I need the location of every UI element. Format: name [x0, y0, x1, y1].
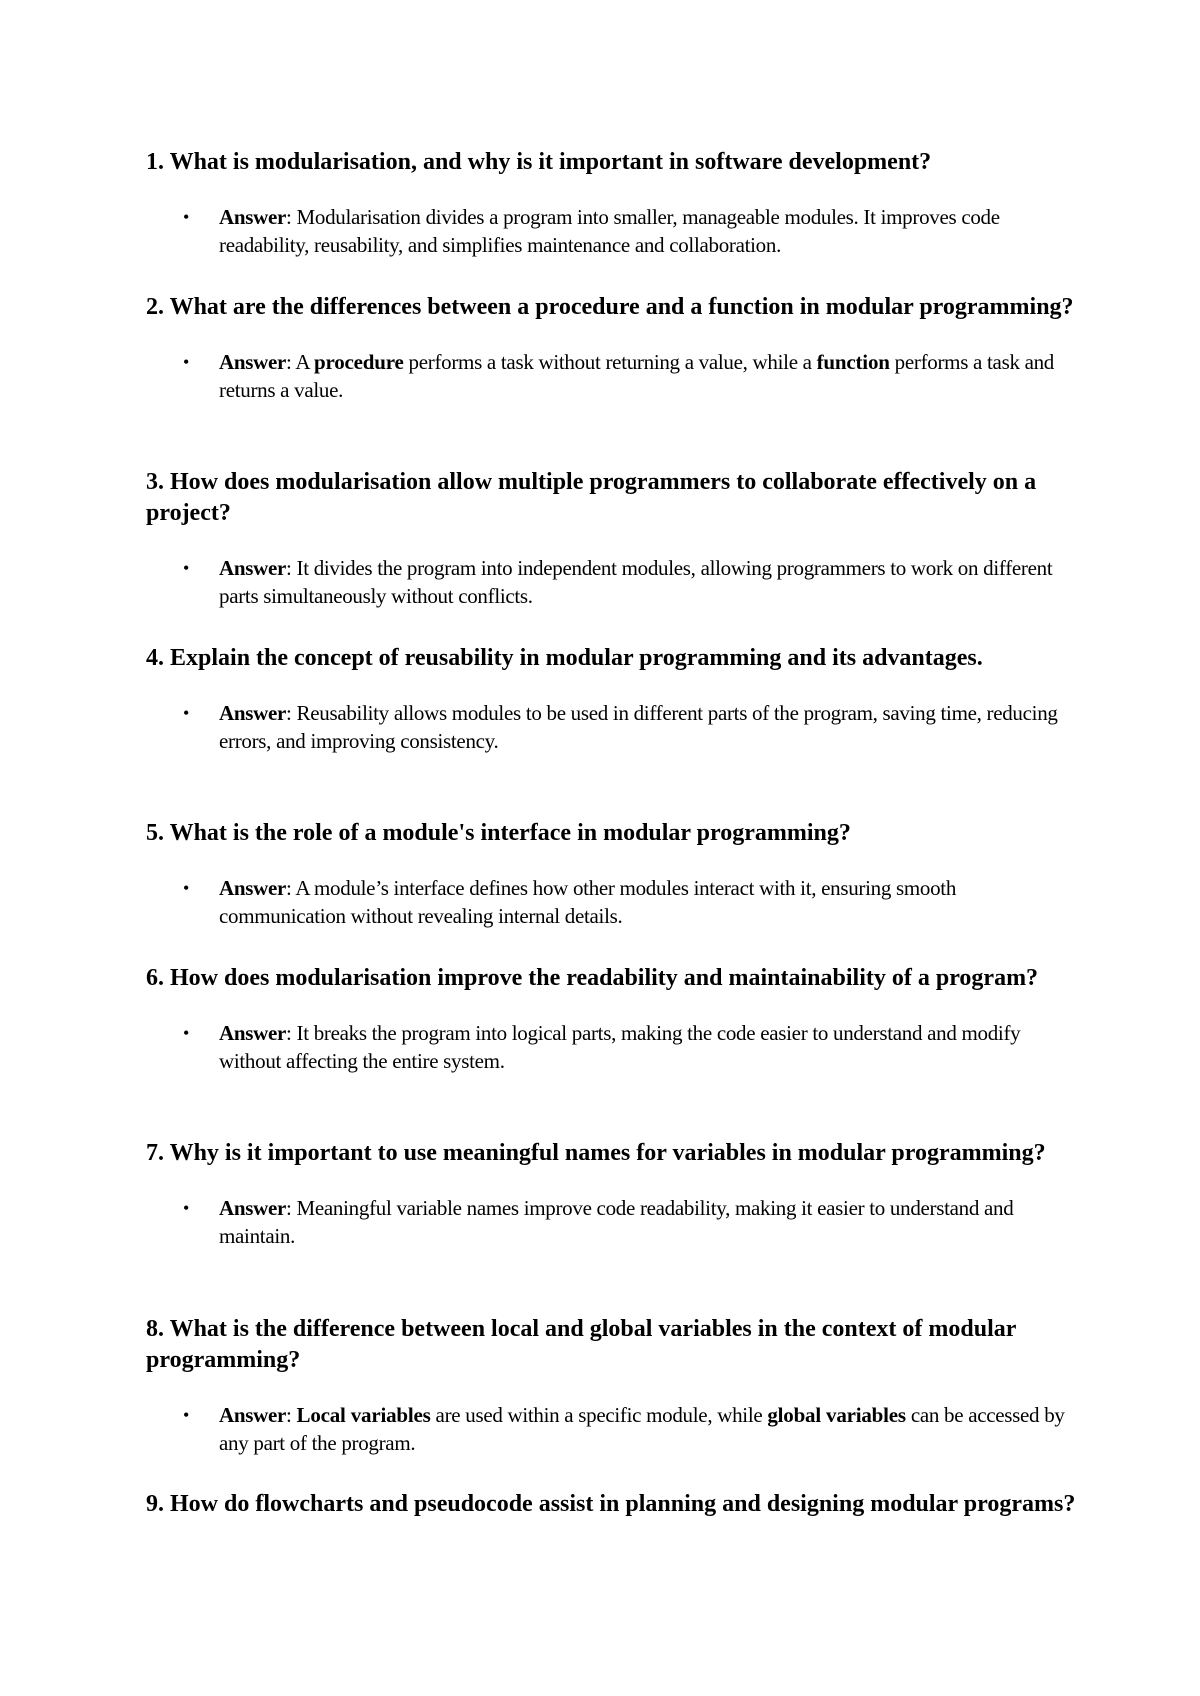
- answer-text: performs a task and returns a value.: [219, 350, 1055, 402]
- keyword-global-variables: global variables: [767, 1403, 906, 1427]
- answer-text: : A: [286, 350, 315, 374]
- bullet-icon: •: [183, 207, 190, 227]
- qa-item-1: [146, 147, 1076, 259]
- qa-item-9: [146, 1489, 1076, 1520]
- answer-6: [146, 1019, 1076, 1075]
- answer-list-8: [146, 1401, 1076, 1457]
- question-6: 6. How does modularisation improve the readability and maintainability of a program?: [146, 965, 1039, 991]
- answer-list-1: [146, 203, 1076, 259]
- question-2: 2. What are the differences between a procedure and a function in modular programming?: [146, 294, 1074, 320]
- answer-text: performs a task without returning a value, while a: [403, 350, 817, 374]
- answer-list-5: [146, 874, 1076, 930]
- answer-text: : It divides the program into independent modules, allowing programmers to work on different parts simultaneously without conflicts.: [219, 556, 1053, 608]
- answer-3: [146, 554, 1076, 610]
- answer-label: Answer: [219, 350, 287, 374]
- answer-text: : Modularisation divides a program into smaller, manageable modules. It improves code readability, reusability, and simplifies maintenance and collaboration.: [219, 205, 1000, 257]
- answer-label: Answer: [219, 556, 287, 580]
- qa-item-4: [146, 643, 1076, 755]
- answer-1: [146, 203, 1076, 259]
- answer-text: : A module’s interface defines how other modules interact with it, ensuring smooth communication without revealing internal details.: [219, 876, 957, 928]
- question-3: 3. How does modularisation allow multiple programmers to collaborate effectively on a project?: [146, 469, 1037, 526]
- answer-text: : It breaks the program into logical parts, making the code easier to understand and modify without affecting the entire system.: [219, 1021, 1021, 1073]
- answer-list-7: [146, 1194, 1076, 1250]
- keyword-local-variables: Local variables: [296, 1403, 431, 1427]
- answer-label: Answer: [219, 1021, 287, 1045]
- bullet-icon: •: [183, 878, 190, 898]
- answer-text: :: [286, 1403, 297, 1427]
- answer-list-4: [146, 699, 1076, 755]
- qa-item-6: [146, 963, 1076, 1075]
- answer-list-2: [146, 348, 1076, 404]
- answer-2: [146, 348, 1076, 404]
- bullet-icon: •: [183, 1198, 190, 1218]
- answer-text: can be accessed by any part of the program.: [219, 1403, 1065, 1455]
- question-8: 8. What is the difference between local and global variables in the context of modular programming?: [146, 1316, 1016, 1373]
- answer-5: [146, 874, 1076, 930]
- bullet-icon: •: [183, 352, 190, 372]
- answer-label: Answer: [219, 876, 287, 900]
- question-4: 4. Explain the concept of reusability in modular programming and its advantages.: [146, 645, 983, 671]
- question-5: 5. What is the role of a module's interface in modular programming?: [146, 820, 851, 846]
- bullet-icon: •: [183, 1023, 190, 1043]
- qa-item-7: [146, 1138, 1076, 1250]
- answer-list-6: [146, 1019, 1076, 1075]
- qa-item-8: [146, 1314, 1076, 1457]
- answer-8: [146, 1401, 1076, 1457]
- answer-label: Answer: [219, 1196, 287, 1220]
- answer-list-3: [146, 554, 1076, 610]
- qa-item-3: [146, 467, 1076, 610]
- answer-4: [146, 699, 1076, 755]
- answer-label: Answer: [219, 701, 287, 725]
- bullet-icon: •: [183, 703, 190, 723]
- keyword-procedure: procedure: [314, 350, 404, 374]
- answer-text: : Meaningful variable names improve code readability, making it easier to understand and maintain.: [219, 1196, 1014, 1248]
- answer-7: [146, 1194, 1076, 1250]
- qa-item-5: [146, 818, 1076, 930]
- answer-label: Answer: [219, 1403, 287, 1427]
- keyword-function: function: [816, 350, 890, 374]
- answer-label: Answer: [219, 205, 287, 229]
- answer-text: : Reusability allows modules to be used in different parts of the program, saving time, reducing errors, and improving consistency.: [219, 701, 1058, 753]
- qa-item-2: [146, 292, 1076, 404]
- bullet-icon: •: [183, 558, 190, 578]
- question-9: 9. How do flowcharts and pseudocode assist in planning and designing modular programs?: [146, 1491, 1076, 1517]
- question-1: 1. What is modularisation, and why is it important in software development?: [146, 149, 932, 175]
- bullet-icon: •: [183, 1405, 190, 1425]
- answer-text: are used within a specific module, while: [430, 1403, 768, 1427]
- question-7: 7. Why is it important to use meaningful names for variables in modular programming?: [146, 1140, 1046, 1166]
